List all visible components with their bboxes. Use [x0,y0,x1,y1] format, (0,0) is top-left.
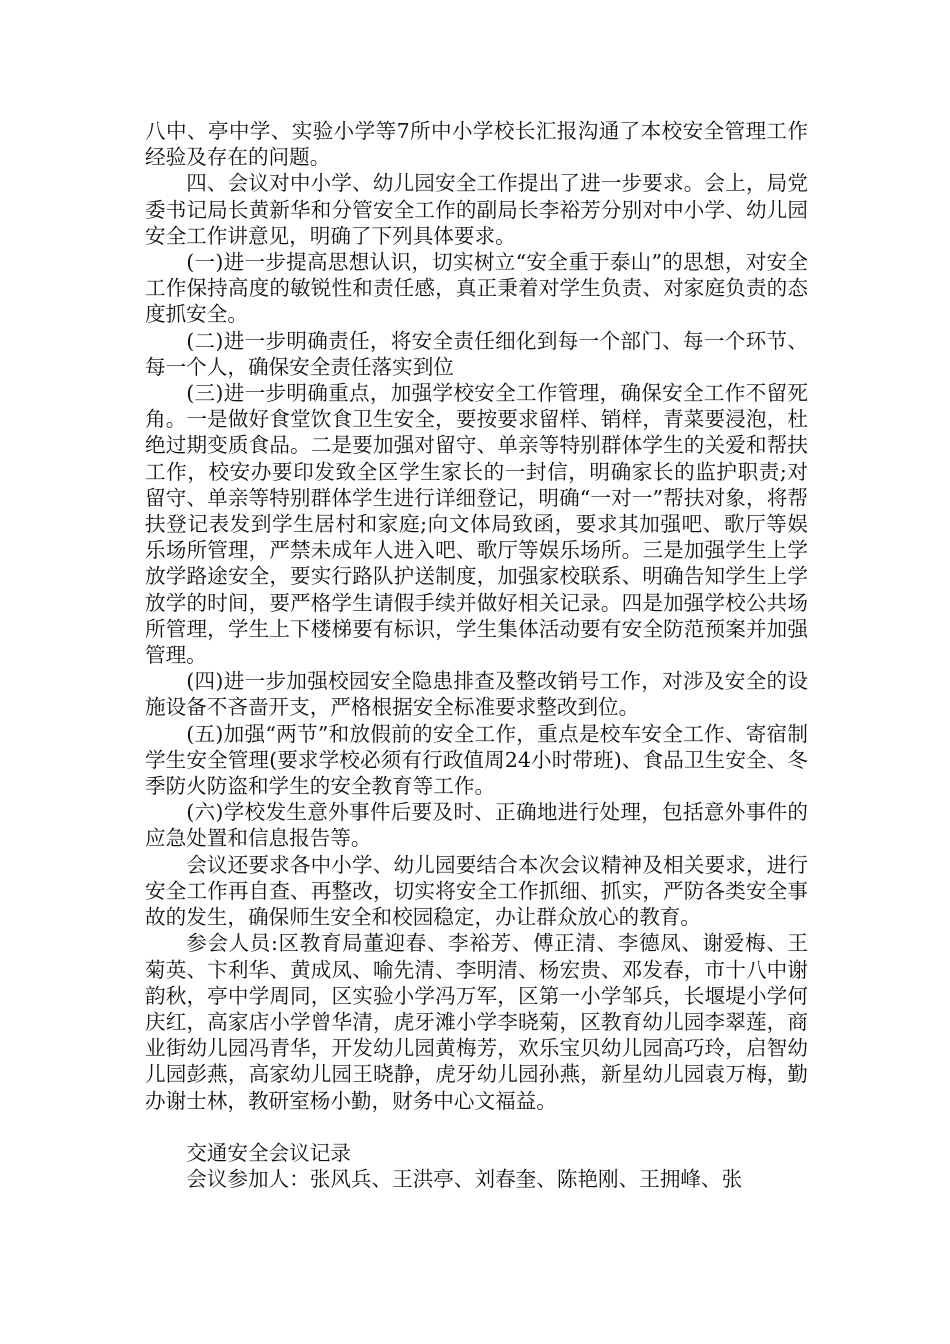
paragraph-participants: 参会人员:区教育局董迎春、李裕芳、傅正清、李德凤、谢爱梅、王菊英、卞利华、黄成凤、喻先清、李明清、杨宏贵、邓发春，市十八中谢韵秋，亭中学周同，区实验小学冯万军，区第一小学邹兵，长堰堤小学何庆红，高家店小学曾华清，虎牙滩小学李晓菊，区教育幼儿园李翠莲，商业街幼儿园冯青华，开发幼儿园黄梅芳，欢乐宝贝幼儿园高巧玲，启智幼儿园彭燕，高家幼儿园王晓静，虎牙幼儿园孙燕，新星幼儿园袁万梅，勤办谢士林，教研室杨小勤，财务中心文福益。 [145,931,808,1113]
paragraph-item-five: (五)加强“两节”和放假前的安全工作，重点是校车安全工作、寄宿制学生安全管理(要求学校必须有行政值周24小时带班)、食品卫生安全、冬季防火防盗和学生的安全教育等工作。 [145,721,808,799]
paragraph-item-three: (三)进一步明确重点，加强学校安全工作管理，确保安全工作不留死角。一是做好食堂饮食卫生安全，要按要求留样、销样，青菜要浸泡，杜绝过期变质食品。二是要加强对留守、单亲等特别群体学生的关爱和帮扶工作，校安办要印发致全区学生家长的一封信，明确家长的监护职责;对留守、单亲等特别群体学生进行详细登记，明确“一对一”帮扶对象，将帮扶登记表发到学生居村和家庭;向文体局致函，要求其加强吧、歌厅等娱乐场所管理，严禁未成年人进入吧、歌厅等娱乐场所。三是加强学生上学放学路途安全，要实行路队护送制度，加强家校联系、明确告知学生上学放学的时间，要严格学生请假手续并做好相关记录。四是加强学校公共场所管理，学生上下楼梯要有标识，学生集体活动要有安全防范预案并加强管理。 [145,381,808,668]
paragraph-continuation: 八中、亭中学、实验小学等7所中小学校长汇报沟通了本校安全管理工作经验及存在的问题。 [145,119,808,170]
paragraph-item-four: (四)进一步加强校园安全隐患排查及整改销号工作，对涉及安全的设施设备不吝啬开支，严格根据安全标准要求整改到位。 [145,669,808,720]
paragraph-item-six: (六)学校发生意外事件后要及时、正确地进行处理，包括意外事件的应急处置和信息报告等。 [145,800,808,851]
section-title: 交通安全会议记录 [186,1140,351,1165]
paragraph-meeting-requirements: 会议还要求各中小学、幼儿园要结合本次会议精神及相关要求，进行安全工作再自查、再整改，切实将安全工作抓细、抓实，严防各类安全事故的发生，确保师生安全和校园稳定，办让群众放心的教育。 [145,852,808,930]
attendees-line: 会议参加人：张风兵、王洪亭、刘春奎、陈艳刚、王拥峰、张 [186,1166,743,1191]
paragraph-item-one: (一)进一步提高思想认识，切实树立“安全重于泰山”的思想，对安全工作保持高度的敏锐性和责任感，真正秉着对学生负责、对家庭负责的态度抓安全。 [145,250,808,327]
paragraph-item-two: (二)进一步明确责任，将安全责任细化到每一个部门、每一个环节、每一个人，确保安全责任落实到位 [145,328,808,379]
section-spacer [145,1114,808,1140]
document-body [145,118,808,1192]
paragraph-section-four: 四、会议对中小学、幼儿园安全工作提出了进一步要求。会上，局党委书记局长黄新华和分管安全工作的副局长李裕芳分别对中小学、幼儿园安全工作讲意见，明确了下列具体要求。 [145,171,808,248]
